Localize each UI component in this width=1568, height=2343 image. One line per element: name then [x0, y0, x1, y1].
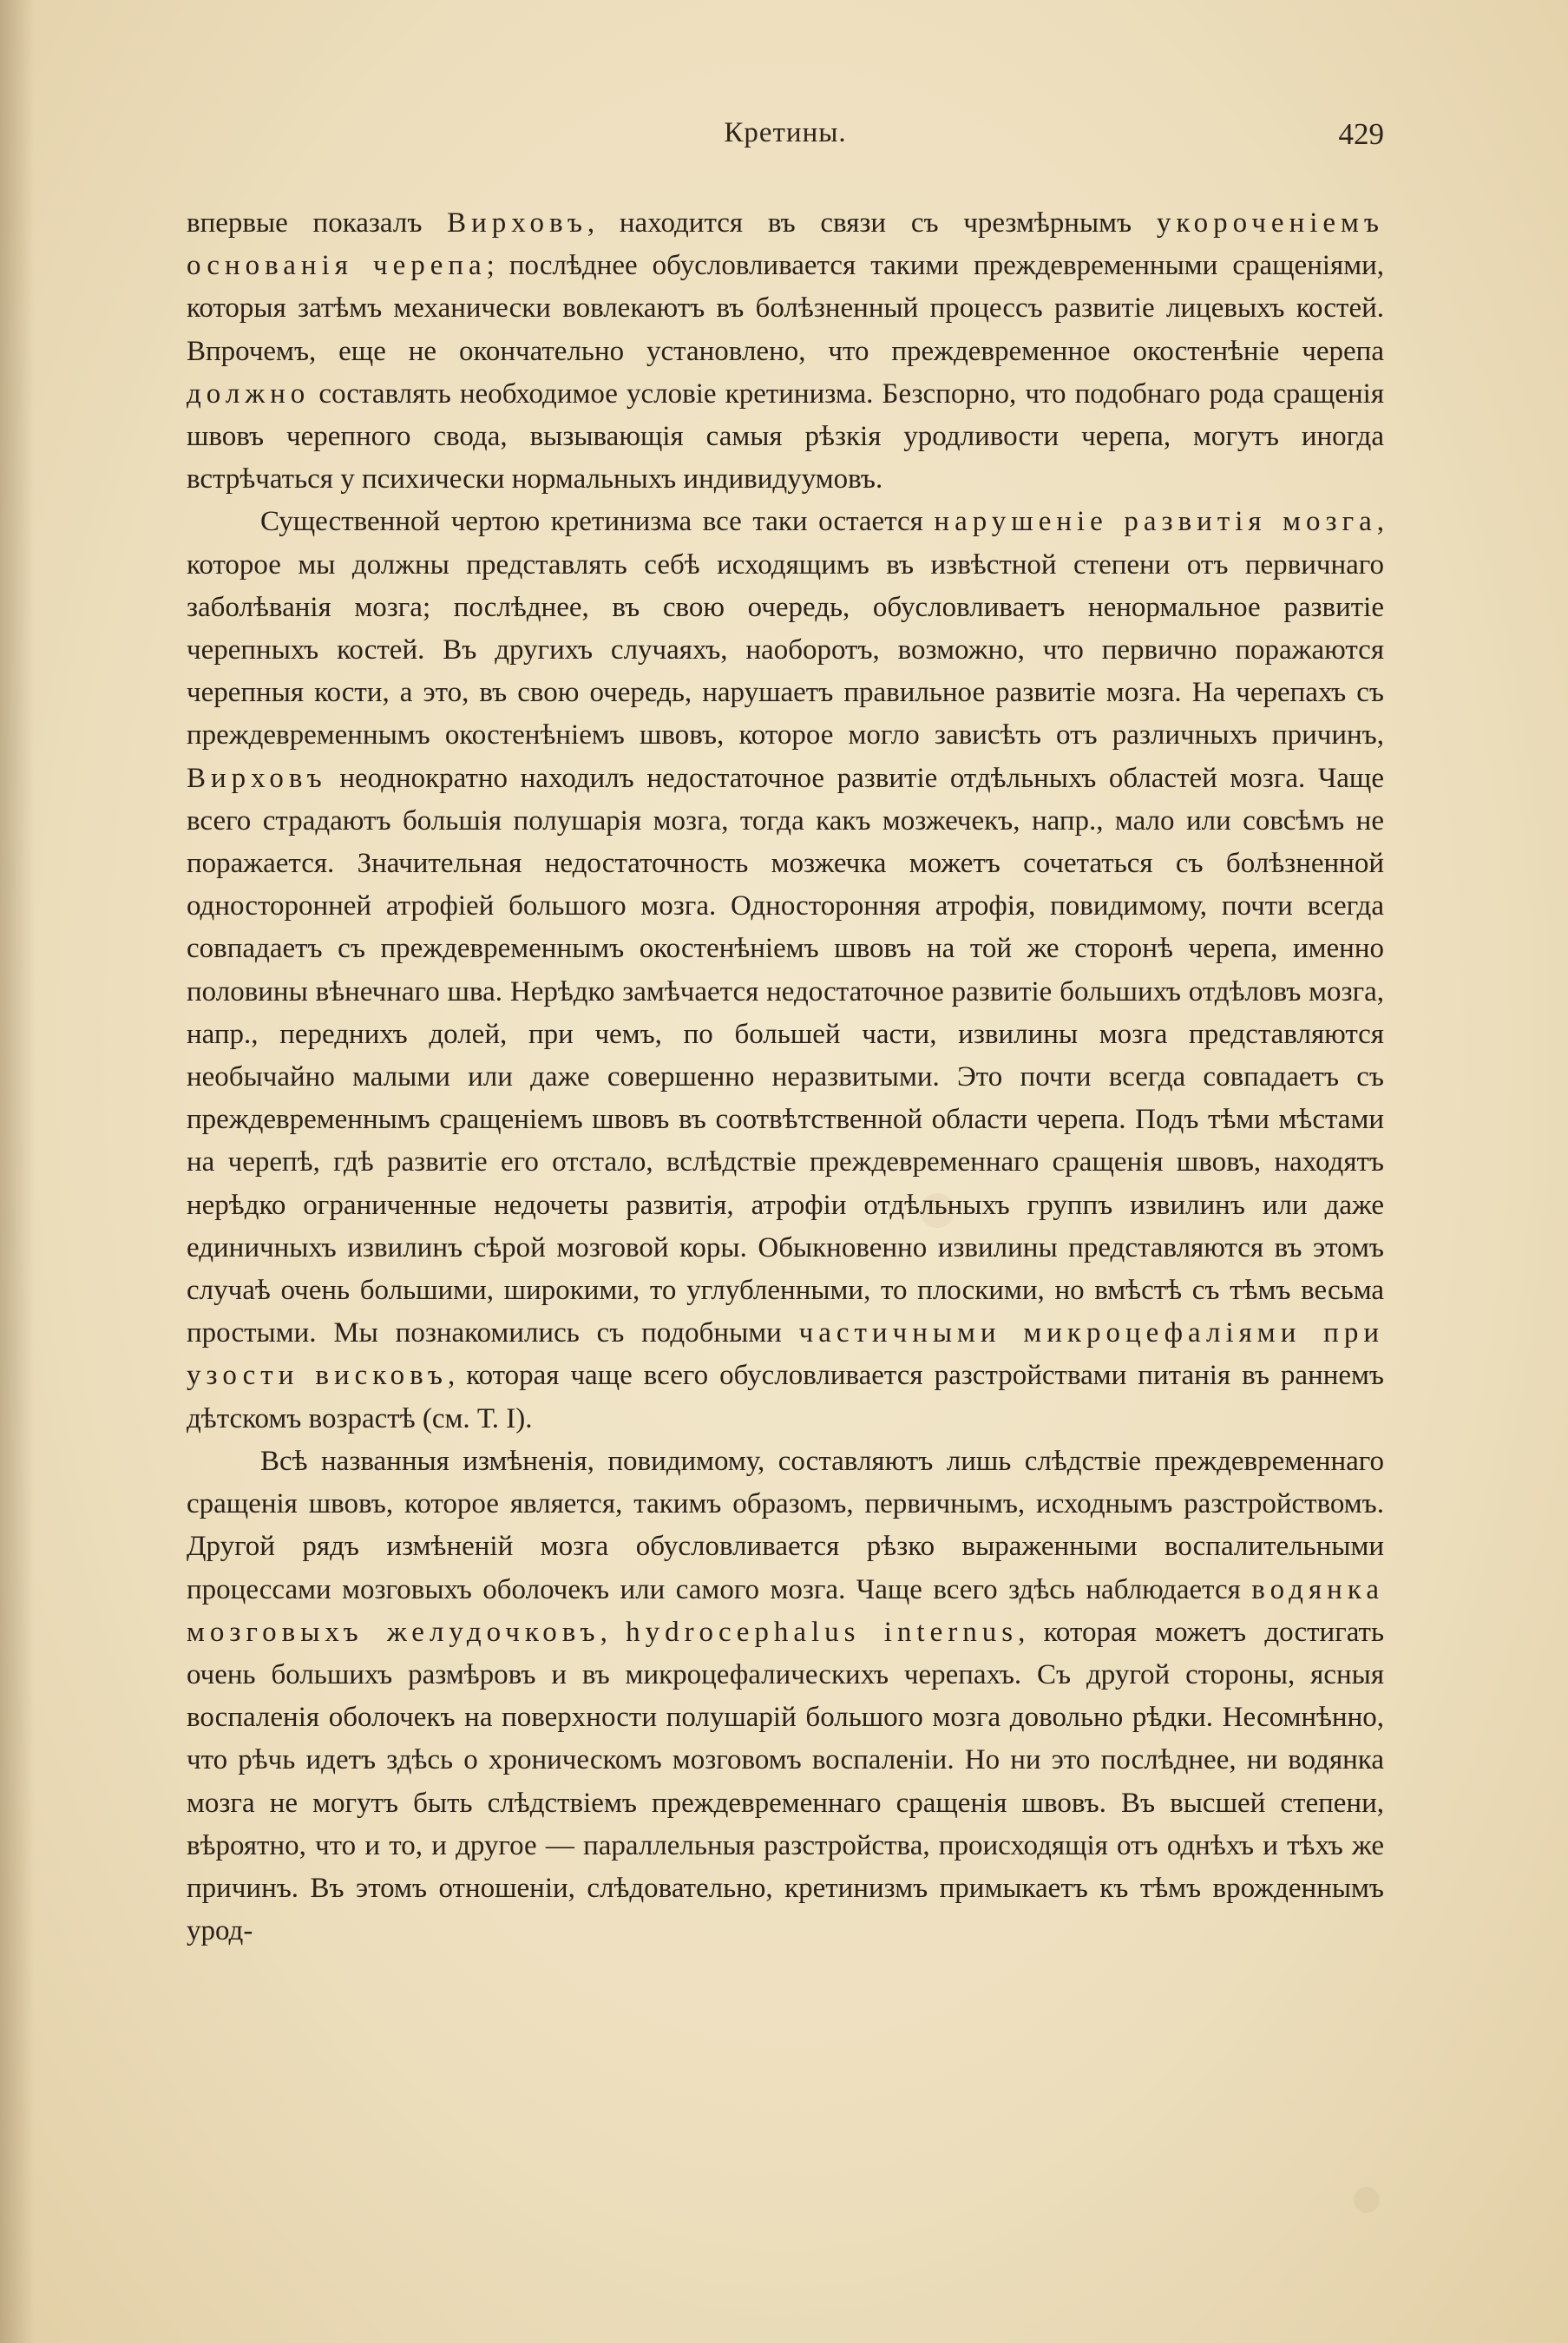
paragraph [187, 501, 1384, 1440]
emphasized-text: укороченіемъ основанія черепа [187, 207, 1384, 282]
text-run: , которое мы должны представлять себѣ исходящимъ въ извѣстной степени отъ первичнаго заболѣванія мозга; послѣднее, въ свою очередь, обусловливаетъ ненормальное развитіе черепныхъ костей. Въ другихъ случаяхъ, наоборотъ, возможно, что первично поражаются черепныя кости, а это, въ свою очередь, нарушаетъ правильное развитіе мозга. На черепахъ съ преждевременнымъ окостенѣніемъ швовъ, которое могло зависѣть отъ различныхъ причинъ, [187, 506, 1384, 751]
emphasized-text: водянка мозговыхъ желудочковъ [187, 1573, 1384, 1648]
running-title: Кретины. [724, 117, 847, 148]
page-number: 429 [1338, 117, 1384, 151]
text-run: , которая чаще всего обусловливается разстройствами питанія въ раннемъ дѣтскомъ возрастѣ (см. Т. I). [187, 1360, 1384, 1434]
emphasized-text: должно [187, 377, 311, 410]
page-edge-shadow [0, 0, 35, 2343]
text-run: неоднократно находилъ недостаточное развитіе отдѣльныхъ областей мозга. Чаще всего страдаютъ большія полушарія мозга, тогда какъ мозжечекъ, напр., мало или совсѣмъ не поражается. Значительная недостаточность мозжечка можетъ сочетаться съ болѣзненной односторонней атрофіей большого мозга. Односторонняя атрофія, повидимому, почти всегда совпадаетъ съ преждевременнымъ окостенѣніемъ швовъ на той же сторонѣ черепа, именно половины вѣнечнаго шва. Нерѣдко замѣчается недостаточное развитіе большихъ отдѣловъ мозга, напр., переднихъ долей, при чемъ, по большей части, извилины мозга представляются необычайно малыми или даже совершенно неразвитыми. Это почти всегда совпадаетъ съ преждевременнымъ сращеніемъ швовъ въ соотвѣтственной области черепа. Подъ тѣми мѣстами на черепѣ, гдѣ развитіе его отстало, вслѣдствіе преждевременнаго сращенія швовъ, находятъ нерѣдко ограниченные недочеты развитія, атрофіи отдѣльныхъ группъ извилинъ или даже единичныхъ извилинъ сѣрой мозговой коры. Обыкновенно извилины представляются въ этомъ случаѣ очень большими, широкими, то углубленными, то плоскими, но вмѣстѣ съ тѣмъ весьма простыми. Мы познакомились съ подобными [187, 762, 1384, 1349]
paper-stain [1354, 2187, 1380, 2213]
emphasized-text: нарушеніе развитія мозга [934, 506, 1377, 538]
text-run: Существенной чертою кретинизма все таки остается [260, 506, 935, 538]
emphasized-text: hydrocephalus internus [626, 1616, 1019, 1648]
body-text [187, 202, 1384, 1952]
paragraph [187, 202, 1384, 501]
emphasized-text: частичными микроцефаліями при узости висковъ [187, 1317, 1384, 1392]
text-run: , которая можетъ достигать очень большихъ размѣровъ и въ микроцефалическихъ черепахъ. Съ другой стороны, ясныя воспаленія оболочекъ на поверхности полушарій большого мозга довольно рѣдки. Несомнѣнно, что рѣчь идетъ здѣсь о хроническомъ мозговомъ воспаленіи. Но ни это послѣднее, ни водянка мозга не могутъ быть слѣдствіемъ преждевременнаго сращенія швовъ. Въ высшей степени, вѣроятно, что и то, и другое — параллельныя разстройства, происходящія отъ однѣхъ и тѣхъ же причинъ. Въ этомъ отношеніи, слѣдовательно, кретинизмъ примыкаетъ къ тѣмъ врожденнымъ урод- [187, 1616, 1385, 1947]
text-run: , [600, 1616, 627, 1648]
emphasized-text: Вирховъ [447, 207, 587, 239]
page-header [187, 117, 1384, 169]
emphasized-text: Вирховъ [187, 762, 327, 794]
text-run: впервые показалъ [187, 207, 448, 239]
paragraph [187, 1441, 1384, 1952]
text-run: Всѣ названныя измѣненія, повидимому, составляютъ лишь слѣдствіе преждевременнаго сращенія швовъ, которое является, такимъ образомъ, первичнымъ, исходнымъ разстройствомъ. Другой рядъ измѣненій мозга обусловливается рѣзко выраженными воспалительными процессами мозговыхъ оболочекъ или самого мозга. Чаще всего здѣсь наблюдается [187, 1445, 1384, 1605]
text-run: составлять необходимое условіе кретинизма. Безспорно, что подобнаго рода сращенія швовъ черепного свода, вызывающія самыя рѣзкія уродливости черепа, могутъ иногда встрѣчаться у психически нормальныхъ индивидуумовъ. [187, 377, 1384, 496]
text-run: , находится въ связи съ чрезмѣрнымъ [587, 207, 1157, 239]
text-run: ; послѣднее обусловливается такими преждевременными сращеніями, которыя затѣмъ механически вовлекаютъ въ болѣзненный процессъ развитіе лицевыхъ костей. Впрочемъ, еще не окончательно установлено, что преждевременное окостенѣніе черепа [187, 250, 1384, 367]
